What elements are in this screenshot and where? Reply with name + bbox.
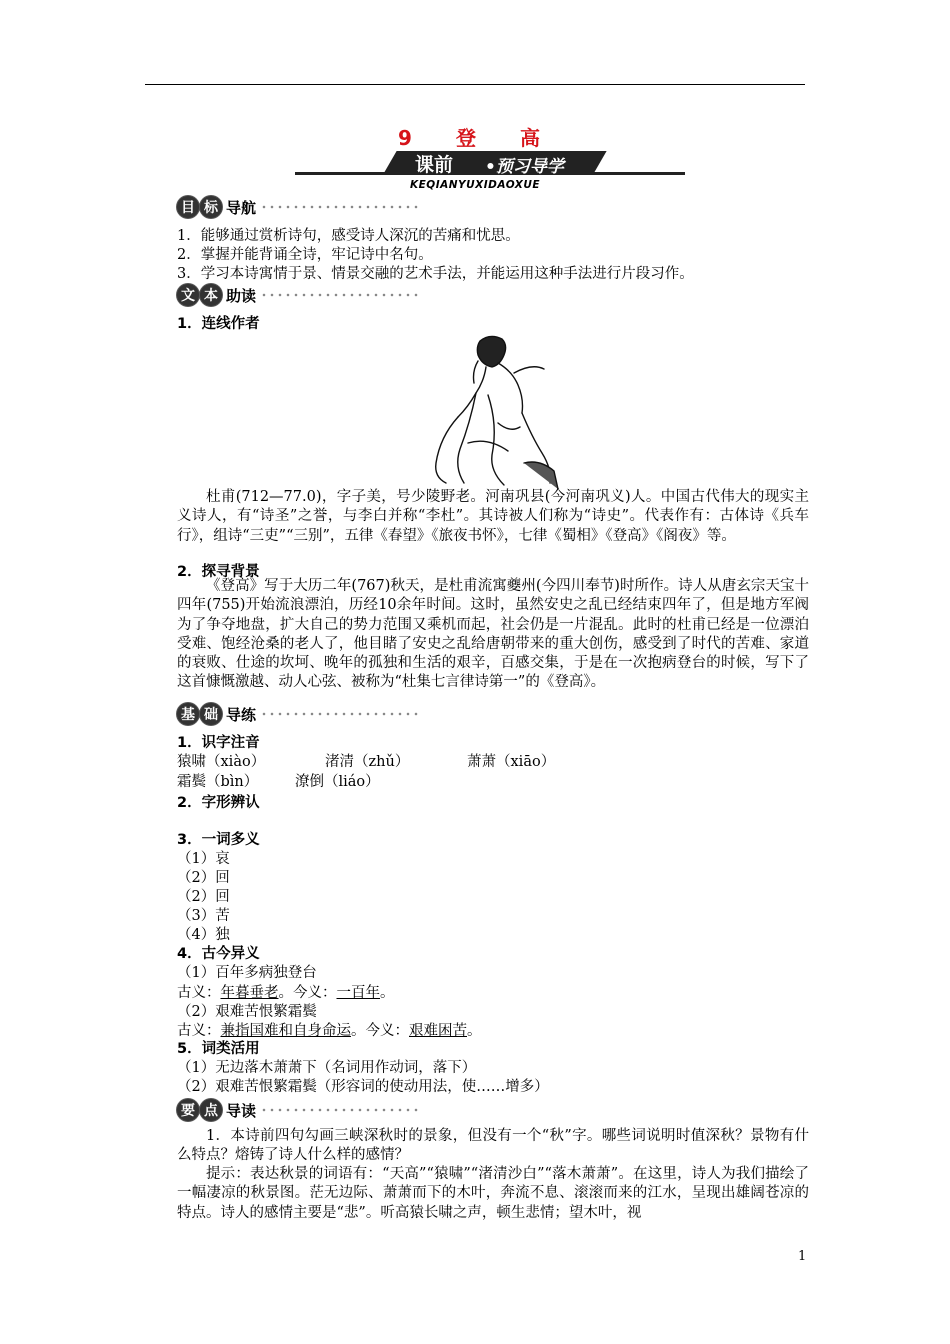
huoyong-item: （1）无边落木萧萧下（名词用作动词，落下） xyxy=(177,1060,477,1076)
yiyi-sentence: （1）百年多病独登台 xyxy=(177,965,317,981)
huoyong-item: （2）艰难苦恨繁霜鬓（形容词的使动用法，使……增多） xyxy=(177,1079,549,1095)
subheading: 2．字形辨认 xyxy=(177,795,260,811)
subheading: 1．识字注音 xyxy=(177,735,260,751)
section-badge: 要 xyxy=(177,1099,199,1121)
section-badge: 文 xyxy=(177,284,199,306)
section-title: 助读 xyxy=(226,286,257,305)
yiyi-meaning xyxy=(177,981,395,1002)
section-badge: 点 xyxy=(200,1099,222,1121)
goal-item: 3．学习本诗寓情于景、情景交融的艺术手法，并能运用这种手法进行片段习作。 xyxy=(177,266,694,282)
subheading: 2．探寻背景 xyxy=(177,564,260,580)
answer-blank: 艰难困苦 xyxy=(409,1023,467,1039)
label-jin: 。今义： xyxy=(278,985,337,1001)
goal-item: 2．掌握并能背诵全诗，牢记诗中名句。 xyxy=(177,247,433,263)
subheading: 3．一词多义 xyxy=(177,832,260,848)
banner-main: 课前 xyxy=(415,154,454,176)
dotted-divider xyxy=(260,1106,420,1114)
subheading: 5．词类活用 xyxy=(177,1041,260,1057)
author-paragraph: 杜甫(712—77.0)，字子美，号少陵野老。河南巩县(今河南巩义)人。中国古代伟大的现实主义诗人，有“诗圣”之誉，与李白并称“李杜”。其诗被人们称为“诗史”。代表作有：古体诗《兵车行》，组诗“三吏”“三别”，五律《春望》《旅夜书怀》，七律《蜀相》《登高》《阁夜》等。 xyxy=(177,489,809,544)
section-header-reading xyxy=(177,283,420,307)
duoyi-item: （4）独 xyxy=(177,927,230,943)
duoyi-item: （1）哀 xyxy=(177,851,230,867)
du-fu-portrait-image xyxy=(428,333,562,489)
section-title: 导读 xyxy=(226,1101,257,1120)
answer-blank: 兼指国难和自身命运 xyxy=(220,1023,351,1039)
subheading: 1．连线作者 xyxy=(177,316,260,332)
section-badge: 本 xyxy=(200,284,222,306)
answer-blank: 一百年 xyxy=(336,985,380,1001)
section-banner xyxy=(295,148,685,178)
background-paragraph: 《登高》写于大历二年(767)秋天，是杜甫流寓夔州(今四川奉节)时所作。诗人从唐玄宗天宝十四年(755)开始流浪漂泊，历经10余年时间。这时，虽然安史之乱已经结束四年了，但是地方军阀为了争夺地盘，扩大自己的势力范围又乘机而起，社会仍是一片混乱。此时的杜甫已经是一位漂泊受难、饱经沧桑的老人了，他目睹了安史之乱给唐朝带来的重大创伤，感受到了时代的苦难、家道的衰败、仕途的坎坷、晚年的孤独和生活的艰辛，百感交集，于是在一次抱病登台的时候，写下了这首慷慨激越、动人心弦、被称为“杜集七言律诗第一”的《登高》。 xyxy=(177,578,809,691)
section-header-practice xyxy=(177,702,420,726)
zhuyin-item: 渚清（zhǔ） xyxy=(325,754,410,770)
section-badge: 目 xyxy=(177,196,199,218)
zhuyin-item: 萧萧（xiāo） xyxy=(467,754,556,770)
punctuation: 。 xyxy=(380,985,395,1001)
duoyi-item: （2）回 xyxy=(177,889,230,905)
label-jin: 。今义： xyxy=(351,1023,409,1039)
punctuation: 。 xyxy=(467,1023,482,1039)
label-gu: 古义： xyxy=(177,985,221,1001)
header-rule xyxy=(145,84,805,85)
section-header-goals xyxy=(177,195,420,219)
yiyi-sentence: （2）艰难苦恨繁霜鬓 xyxy=(177,1004,317,1020)
goal-item: 1．能够通过赏析诗句，感受诗人深沉的苦痛和忧思。 xyxy=(177,228,520,244)
section-badge: 础 xyxy=(200,703,222,725)
zhuyin-item: 霜鬓（bìn） xyxy=(177,774,259,790)
zhuyin-item: 猿啸（xiào） xyxy=(177,754,266,770)
subheading: 4．古今异义 xyxy=(177,946,260,962)
dotted-divider xyxy=(260,710,420,718)
section-header-keypoints xyxy=(177,1098,420,1122)
section-badge: 标 xyxy=(200,196,222,218)
label-gu: 古义： xyxy=(177,1023,221,1039)
answer-blank: 年暮垂老 xyxy=(220,985,279,1001)
duoyi-item: （2）回 xyxy=(177,870,230,886)
section-badge: 基 xyxy=(177,703,199,725)
section-title: 导航 xyxy=(226,198,257,217)
banner-sub: •预习导学 xyxy=(485,157,564,177)
dotted-divider xyxy=(260,203,420,211)
page-number: 1 xyxy=(798,1249,807,1264)
answer-paragraph: 提示：表达秋景的词语有：“天高”“猿啸”“渚清沙白”“落木萧萧”。在这里，诗人为我们描绘了一幅凄凉的秋景图。茫无边际、萧萧而下的木叶，奔流不息、滚滚而来的江水，呈现出雄阔苍凉的特点。诗人的感情主要是“悲”。听高猿长啸之声，顿生悲情；望木叶，视 xyxy=(177,1166,809,1221)
question-paragraph: 1．本诗前四句勾画三峡深秋时的景象，但没有一个“秋”字。哪些词说明时值深秋？景物有什么特点？熔铸了诗人什么样的感情？ xyxy=(177,1128,809,1164)
lesson-title: 9 登 高 xyxy=(398,126,552,150)
dotted-divider xyxy=(260,291,420,299)
section-title: 导练 xyxy=(226,705,257,724)
banner-pinyin: KEQIANYUXIDAOXUE xyxy=(410,179,541,191)
zhuyin-item: 潦倒（liáo） xyxy=(295,774,380,790)
duoyi-item: （3）苦 xyxy=(177,908,230,924)
